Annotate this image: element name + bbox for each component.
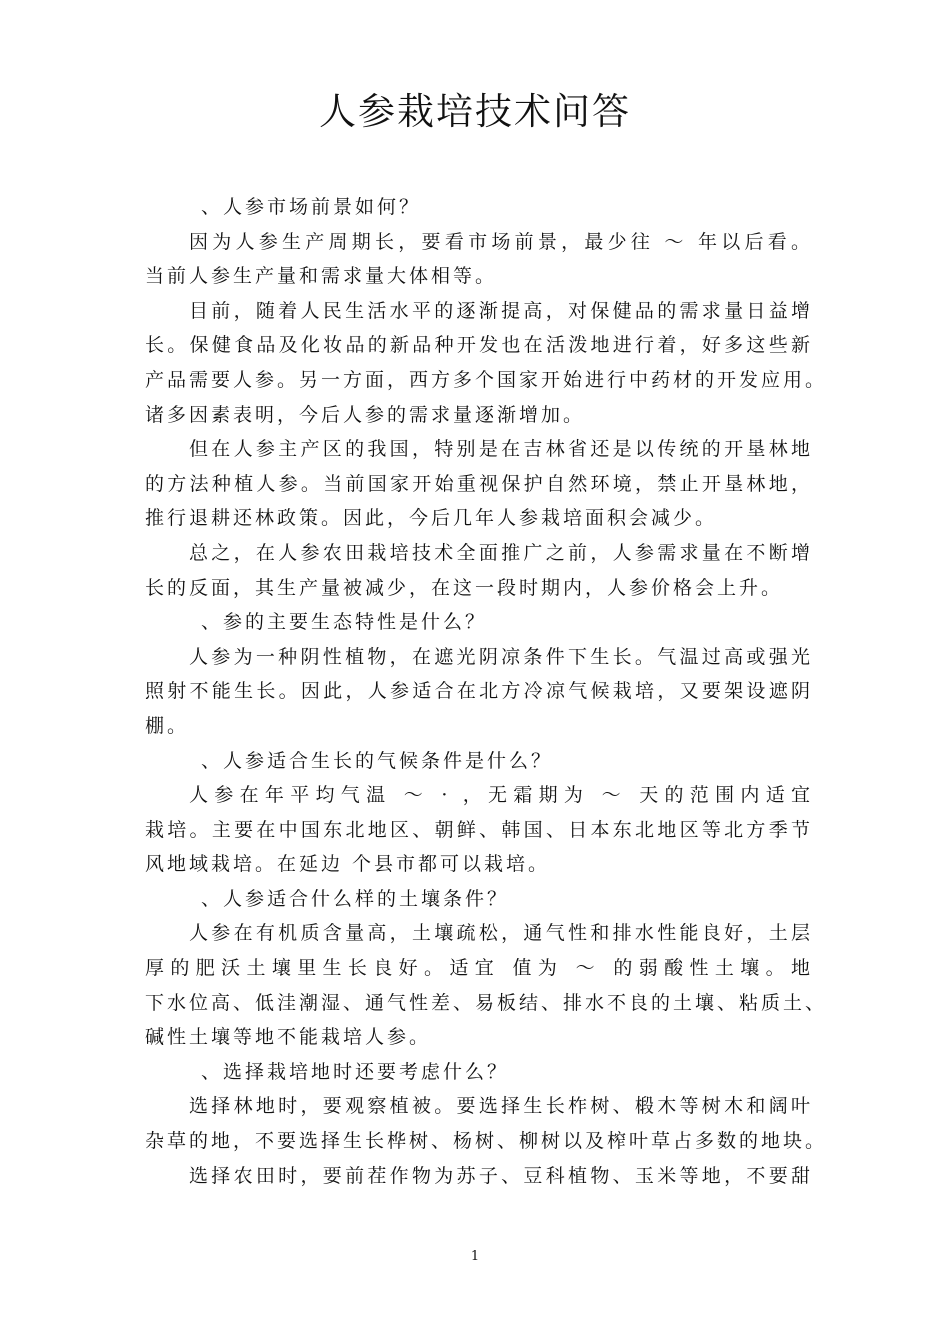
page-title: 人参栽培技术问答 bbox=[319, 90, 631, 133]
paragraph-line: 下水位高、低洼潮湿、通气性差、易板结、排水不良的土壤、粘质土、 bbox=[145, 991, 828, 1014]
paragraph-line: 碱性土壤等地不能栽培人参。 bbox=[145, 1026, 432, 1049]
paragraph-line: 长。保健食品及化妆品的新品种开发也在活泼地进行着，好多这些新 bbox=[145, 334, 813, 357]
question-heading: 、人参适合什么样的土壤条件？ bbox=[201, 887, 510, 910]
paragraph-line: 目前，随着人民生活水平的逐渐提高，对保健品的需求量日益增 bbox=[189, 299, 813, 322]
paragraph-line: 栽培。主要在中国东北地区、朝鲜、韩国、日本东北地区等北方季节 bbox=[145, 818, 813, 841]
paragraph-line: 诸多因素表明，今后人参的需求量逐渐增加。 bbox=[145, 403, 586, 426]
paragraph-line: 当前人参生产量和需求量大体相等。 bbox=[145, 265, 498, 288]
paragraph-line: 长的反面，其生产量被减少，在这一段时期内，人参价格会上升。 bbox=[145, 576, 784, 599]
paragraph-line: 的方法种植人参。当前国家开始重视保护自然环境，禁止开垦林地， bbox=[145, 472, 813, 495]
page-number: 1 bbox=[470, 1249, 480, 1264]
question-heading: 、人参市场前景如何？ bbox=[201, 196, 422, 218]
paragraph-line: 产品需要人参。另一方面，西方多个国家开始进行中药材的开发应用。 bbox=[145, 368, 828, 391]
paragraph-line: 选择农田时，要前茬作物为苏子、豆科植物、玉米等地，不要甜 bbox=[189, 1164, 813, 1187]
paragraph-line: 总之，在人参农田栽培技术全面推广之前，人参需求量在不断增 bbox=[189, 541, 813, 564]
paragraph-line: 照射不能生长。因此，人参适合在北方冷凉气候栽培，又要架设遮阴 bbox=[145, 680, 813, 703]
paragraph-line: 但在人参主产区的我国，特别是在吉林省还是以传统的开垦林地 bbox=[189, 438, 813, 461]
question-heading: 、人参适合生长的气候条件是什么？ bbox=[201, 749, 554, 772]
paragraph-line: 杂草的地，不要选择生长桦树、杨树、柳树以及榨叶草占多数的地块。 bbox=[145, 1130, 828, 1153]
paragraph-line: 选择林地时，要观察植被。要选择生长柞树、椴木等树木和阔叶 bbox=[189, 1095, 813, 1118]
paragraph-line: 人参为一种阴性植物，在遮光阴凉条件下生长。气温过高或强光 bbox=[189, 645, 813, 668]
paragraph-line: 棚。 bbox=[145, 714, 190, 737]
question-heading: 、参的主要生态特性是什么？ bbox=[201, 611, 488, 634]
paragraph-line: 厚的肥沃土壤里生长良好。适宜 值为 ～ 的弱酸性土壤。地 bbox=[145, 957, 813, 980]
question-heading: 、选择栽培地时还要考虑什么？ bbox=[201, 1060, 510, 1083]
paragraph-line: 推行退耕还林政策。因此，今后几年人参栽培面积会减少。 bbox=[145, 507, 718, 530]
paragraph-line: 人参在年平均气温 ～ · ，无霜期为 ～ 天的范围内适宜 bbox=[189, 784, 813, 807]
paragraph-line: 因为人参生产周期长，要看市场前景，最少往 ～ 年以后看。 bbox=[189, 230, 813, 253]
paragraph-line: 人参在有机质含量高，土壤疏松，通气性和排水性能良好，土层 bbox=[189, 922, 813, 945]
document-body bbox=[145, 190, 828, 1193]
paragraph-line: 风地域栽培。在延边 个县市都可以栽培。 bbox=[145, 853, 551, 876]
